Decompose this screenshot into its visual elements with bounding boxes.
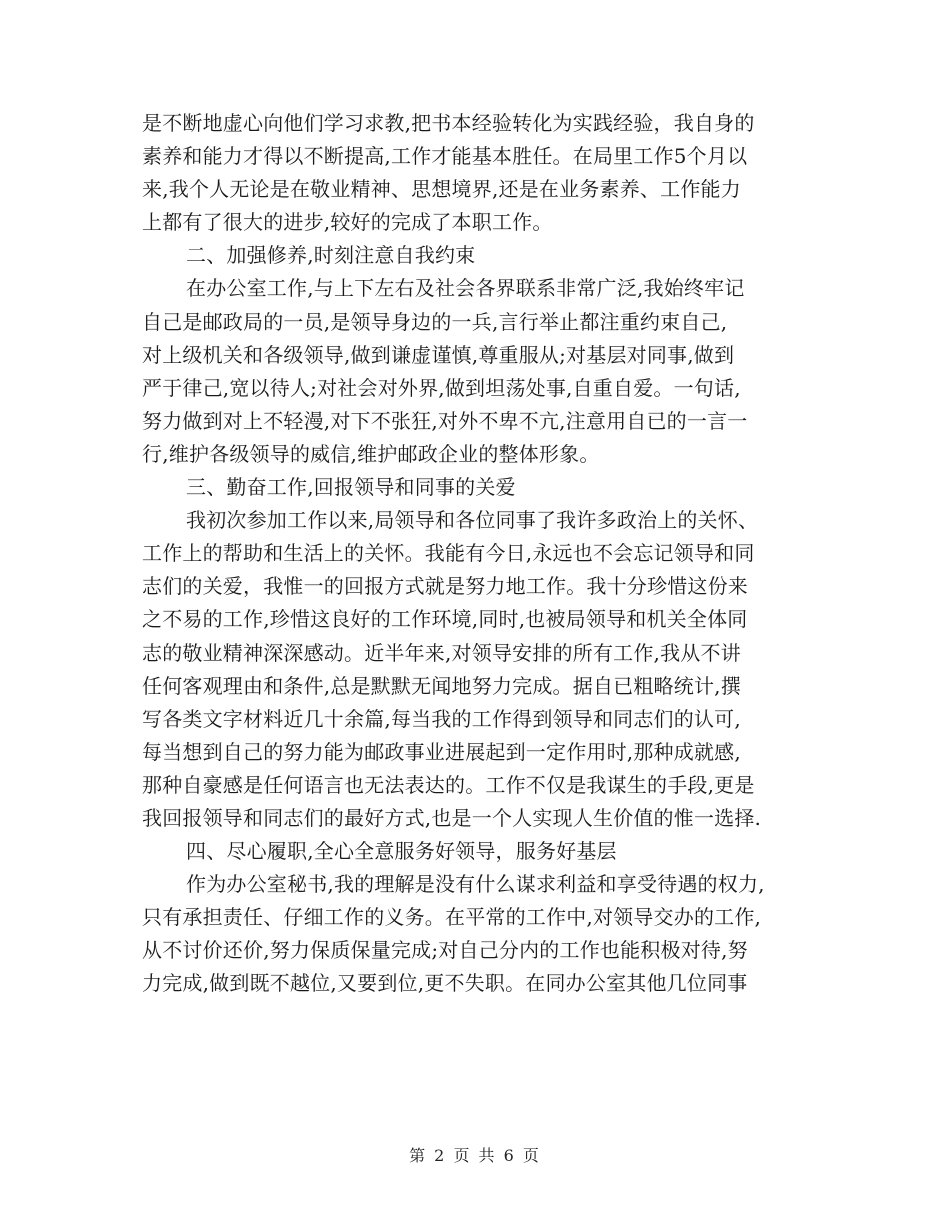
body-line: 任何客观理由和条件,总是默默无闻地努力完成。据自已粗略统计,撰 bbox=[142, 673, 741, 698]
body-line: 在办公室工作,与上下左右及社会各界联系非常广泛,我始终牢记 bbox=[186, 276, 745, 301]
body-line: 我回报领导和同志们的最好方式,也是一个人实现人生价值的惟一选择. bbox=[142, 805, 762, 830]
body-line: 行,维护各级领导的威信,维护邮政企业的整体形象。 bbox=[142, 441, 600, 466]
body-line: 严于律己,宽以待人;对社会对外界,做到坦荡处事,自重自爱。一句话, bbox=[142, 375, 741, 400]
body-line: 力完成,做到既不越位,又要到位,更不失职。在同办公室其他几位同事 bbox=[142, 971, 748, 996]
body-line: 素养和能力才得以不断提高,工作才能基本胜任。在局里工作5个月以 bbox=[142, 144, 748, 169]
body-line: 对上级机关和各级领导,做到谦虚谨慎,尊重服从;对基层对同事,做到 bbox=[142, 342, 735, 367]
body-line: 我初次参加工作以来,局领导和各位同事了我许多政治上的关怀、 bbox=[186, 508, 759, 533]
body-line: 之不易的工作,珍惜这良好的工作环境,同时,也被局领导和机关全体同 bbox=[142, 607, 748, 632]
body-line: 只有承担责任、仔细工作的义务。在平常的工作中,对领导交办的工作, bbox=[142, 905, 762, 930]
body-line: 写各类文字材料近几十余篇,每当我的工作得到领导和同志们的认可, bbox=[142, 706, 741, 731]
body-line: 是不断地虚心向他们学习求教,把书本经验转化为实践经验，我自身的 bbox=[142, 111, 755, 135]
body-line: 那种自豪感是任何语言也无法表达的。工作不仅是我谋生的手段,更是 bbox=[142, 772, 755, 797]
body-line: 从不讨价还价,努力保质保量完成;对自己分内的工作也能积极对待,努 bbox=[142, 938, 748, 963]
body-line: 上都有了很大的进步,较好的完成了本职工作。 bbox=[142, 210, 553, 235]
section-heading: 四、尽心履职,全心全意服务好领导，服务好基层 bbox=[186, 839, 617, 864]
section-heading: 三、勤奋工作,回报领导和同事的关爱 bbox=[186, 475, 516, 500]
body-line: 志的敬业精神深深感动。近半年来,对领导安排的所有工作,我从不讲 bbox=[142, 640, 741, 665]
body-line: 努力做到对上不轻漫,对下不张狂,对外不卑不亢,注意用自已的一言一 bbox=[142, 408, 748, 433]
body-line: 自己是邮政局的一员,是领导身边的一兵,言行举止都注重约束自己, bbox=[142, 309, 728, 334]
body-line: 每当想到自己的努力能为邮政事业进展起到一定作用时,那种成就感, bbox=[142, 739, 741, 764]
page-number-footer: 第 2 页 共 6 页 bbox=[409, 1146, 541, 1165]
section-heading: 二、加强修养,时刻注意自我约束 bbox=[186, 243, 476, 268]
body-line: 来,我个人无论是在敬业精神、思想境界,还是在业务素养、工作能力 bbox=[142, 177, 741, 202]
document-body bbox=[142, 107, 810, 1001]
body-line: 志们的关爱，我惟一的回报方式就是努力地工作。我十分珍惜这份来 bbox=[142, 574, 748, 599]
body-line: 工作上的帮助和生活上的关怀。我能有今日,永远也不会忘记领导和同 bbox=[142, 541, 755, 566]
body-line: 作为办公室秘书,我的理解是没有什么谋求利益和享受待遇的权力, bbox=[186, 872, 765, 897]
